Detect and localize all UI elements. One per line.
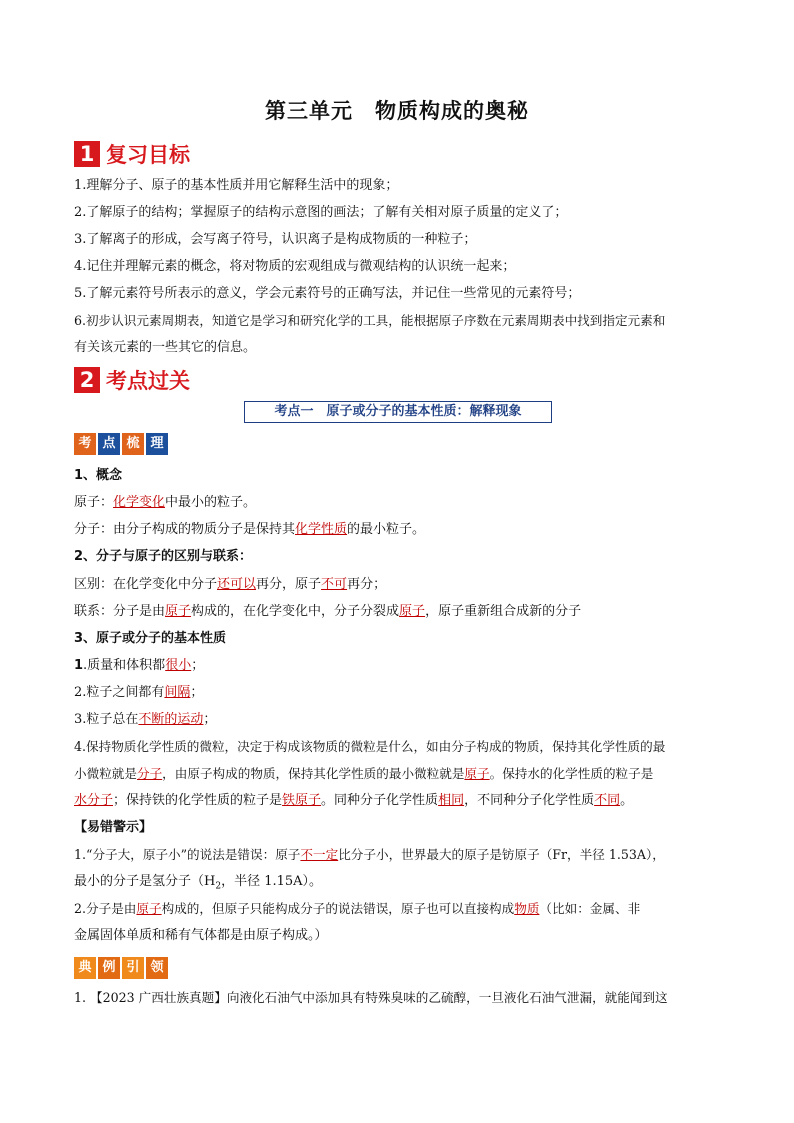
property-item-cont: 水分子；保持铁的化学性质的粒子是铁原子。同种分子化学性质相同，不同种分子化学性质不同。: [74, 793, 634, 808]
section-title: 复习目标: [106, 143, 190, 167]
goal-item: 1.理解分子、原子的基本性质并用它解释生活中的现象；: [74, 178, 399, 193]
section-title: 考点过关: [106, 369, 190, 393]
warning-item: 1.“分子大，原子小”的说法是错误：原子不一定比分子小，世界最大的原子是钫原子（Fr，半径 1.53A），: [74, 847, 665, 862]
subheading: 1、概念: [74, 468, 123, 483]
subheading: 2、分子与原子的区别与联系：: [74, 549, 253, 564]
tag-char: 典: [74, 957, 96, 979]
tag-char: 例: [98, 957, 120, 979]
difference-text: 区别：在化学变化中分子还可以再分，原子不可再分；: [74, 577, 387, 592]
warning-item-cont: 金属固体单质和稀有气体都是由原子构成。）: [74, 928, 328, 943]
goal-item: 6.初步认识元素周期表，知道它是学习和研究化学的工具，能根据原子序数在元素周期表中找到指定元素和: [74, 313, 666, 328]
tag-char: 点: [98, 433, 120, 455]
warning-item-cont: 最小的分子是氢分子（$H_2$，半径 1.15A）。: [74, 874, 323, 892]
goal-item: 有关该元素的一些其它的信息。: [74, 340, 257, 355]
goal-item: 5.了解元素符号所表示的意义，学会元素符号的正确写法，并记住一些常见的元素符号；: [74, 286, 581, 301]
section-number: 1: [74, 141, 100, 167]
page-title: 第三单元 物质构成的奥秘: [265, 99, 529, 123]
definition-atom: 原子：化学变化中最小的粒子。: [74, 495, 257, 510]
tag-dianli-yinling: [74, 957, 168, 979]
tag-kaodian-shuli: [74, 433, 168, 455]
section-heading-checkpoints: [74, 367, 190, 393]
goal-item: 4.记住并理解元素的概念，将对物质的宏观组成与微观结构的认识统一起来；: [74, 259, 516, 274]
property-item: 3.粒子总在不断的运动；: [74, 712, 217, 727]
definition-molecule: 分子：由分子构成的物质分子是保持其化学性质的最小粒子。: [74, 522, 426, 537]
tag-char: 领: [146, 957, 168, 979]
example-question: 1. 【2023 广西壮族真题】向液化石油气中添加具有特殊臭味的乙硫醇，一旦液化石油气泄漏，就能闻到这: [74, 990, 668, 1005]
warning-title: 【易错警示】: [74, 820, 153, 835]
tag-char: 考: [74, 433, 96, 455]
goal-item: 2.了解原子的结构；掌握原子的结构示意图的画法；了解有关相对原子质量的定义了；: [74, 205, 568, 220]
property-item: 2.粒子之间都有间隔；: [74, 685, 204, 700]
tag-char: 理: [146, 433, 168, 455]
warning-item: 2.分子是由原子构成的，但原子只能构成分子的说法错误，原子也可以直接构成物质（比如：金属、非: [74, 901, 641, 916]
property-item-cont: 小微粒就是分子，由原子构成的物质，保持其化学性质的最小微粒就是原子。保持水的化学性质的粒子是: [74, 766, 654, 781]
tag-char: 梳: [122, 433, 144, 455]
subheading: 3、原子或分子的基本性质: [74, 631, 227, 646]
property-item: 1.质量和体积都很小；: [74, 658, 205, 673]
goal-item: 3.了解离子的形成，会写离子符号，认识离子是构成物质的一种粒子；: [74, 232, 477, 247]
checkpoint-box: 考点一 原子或分子的基本性质：解释现象: [244, 401, 552, 423]
section-heading-review-goals: [74, 141, 190, 167]
section-number: 2: [74, 367, 100, 393]
relation-text: 联系：分子是由原子构成的，在化学变化中，分子分裂成原子，原子重新组合成新的分子: [74, 604, 582, 619]
tag-char: 引: [122, 957, 144, 979]
property-item: 4.保持物质化学性质的微粒，决定于构成该物质的微粒是什么，如由分子构成的物质，保持其化学性质的最: [74, 739, 666, 754]
